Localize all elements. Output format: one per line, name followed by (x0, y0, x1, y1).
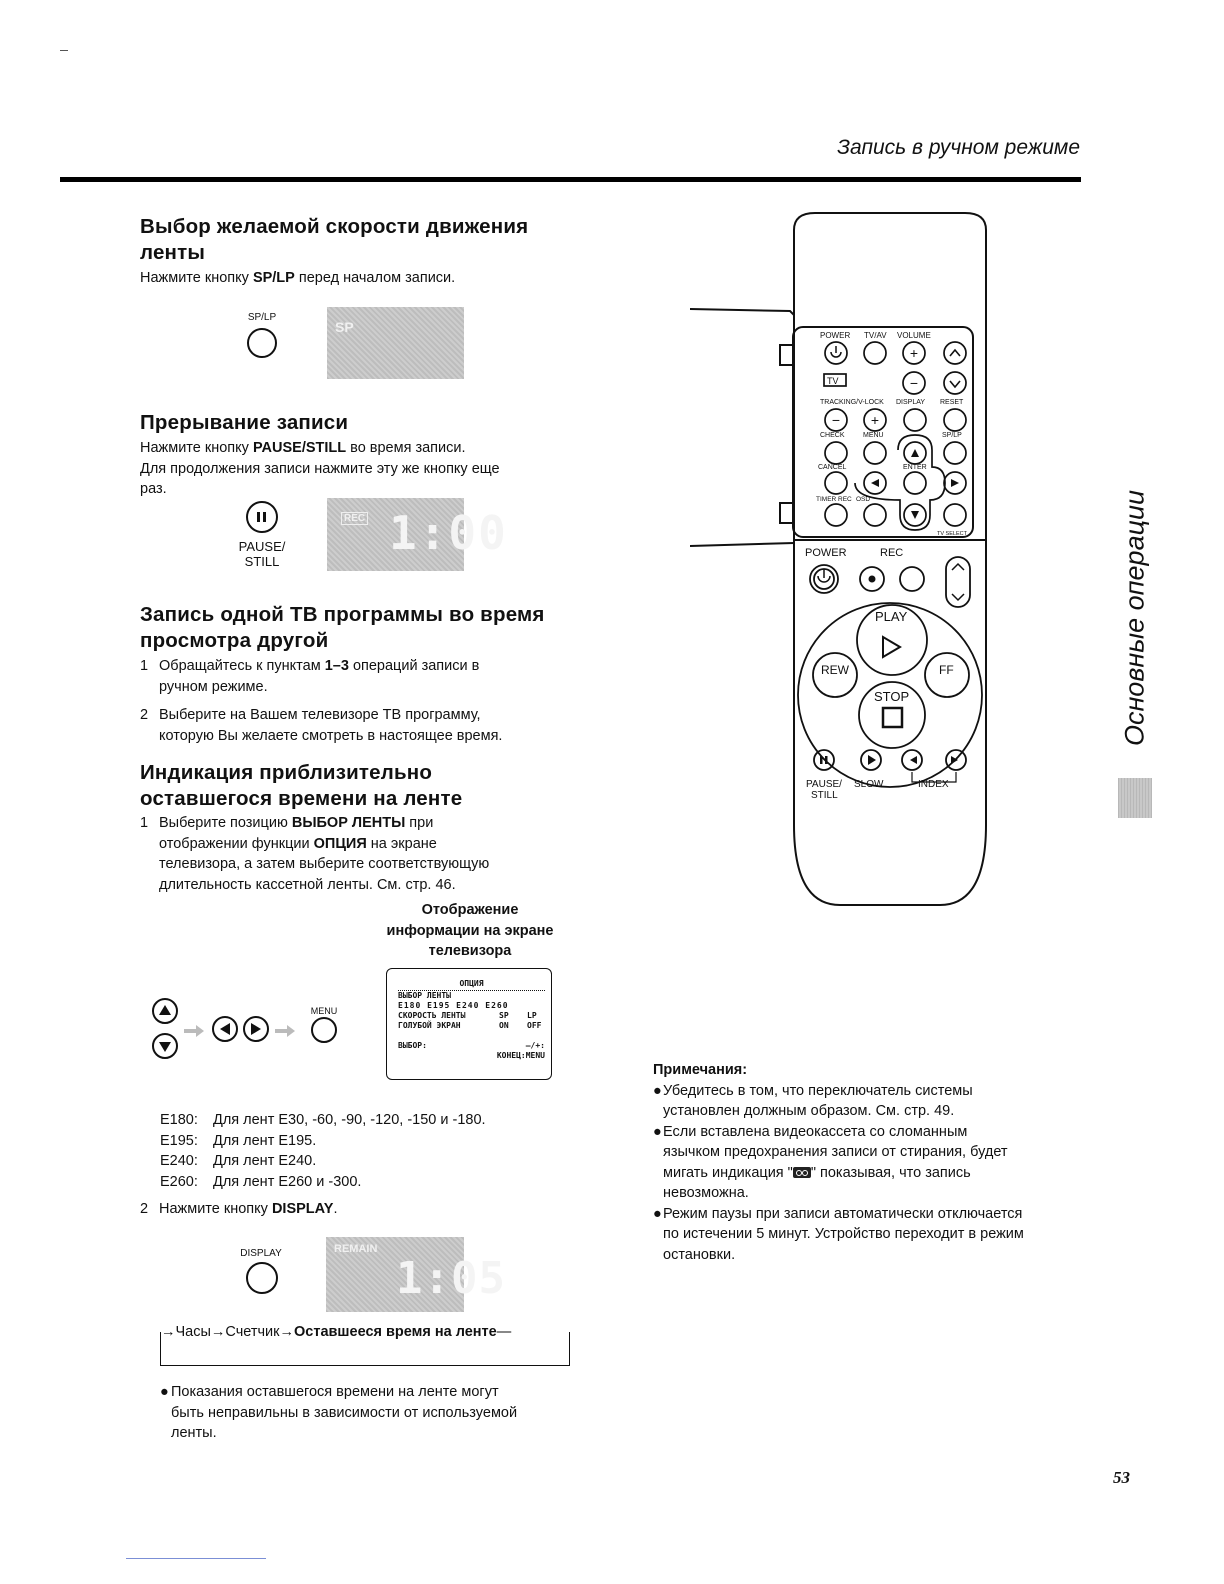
tape-row: E260: Для лент Е260 и -300. (160, 1173, 362, 1190)
splp-button-label: SP/LP (247, 312, 277, 323)
remote-body (794, 213, 986, 905)
svg-text:DISPLAY: DISPLAY (896, 399, 926, 406)
footer-line (126, 1558, 266, 1559)
svg-text:−: − (831, 412, 841, 428)
bullet-note: ● Показания оставшегося времени на ленте могут быть неправильны в зависимости от используемой ленты. (160, 1384, 518, 1441)
display-button-label: DISPLAY (240, 1248, 282, 1259)
svg-text:RESET: RESET (940, 399, 964, 406)
svg-text:TV: TV (827, 376, 839, 386)
svg-text:INDEX: INDEX (918, 779, 949, 790)
tape-row: E180: Для лент Е30, -60, -90, -120, -150 и -180. (160, 1112, 486, 1128)
check-button (825, 442, 847, 464)
tape-row: E240: Для лент Е240. (160, 1153, 317, 1169)
menu-button (864, 442, 886, 464)
remote-flap-line (690, 309, 794, 315)
section-watch-other (140, 602, 580, 746)
display-button-icon (240, 1260, 284, 1296)
section-title-cont: оставшегося времени на ленте (140, 787, 463, 810)
section-text: Нажмите кнопку PAUSE/STILL во время записи. Для продолжения записи нажмите эту же кнопку еще раз. (140, 440, 500, 497)
splp-button (944, 442, 966, 464)
section-title: Запись одной ТВ программы во время (140, 603, 545, 626)
menu-button-label: MENU (310, 1006, 338, 1016)
list-item: 1 Обращайтесь к пунктам 1–3 операций записи в ручном режиме. (140, 658, 480, 695)
bullet-icon: ● (653, 1123, 662, 1140)
down-button-icon (153, 1034, 177, 1058)
svg-text:SLOW: SLOW (854, 779, 884, 790)
page-number: 53 (1113, 1468, 1130, 1487)
svg-text:+: + (870, 412, 880, 428)
bullet-icon: ● (653, 1205, 662, 1222)
svg-text:PLAY: PLAY (875, 609, 908, 624)
speed-display: SP (327, 307, 464, 379)
display-button (904, 409, 926, 431)
svg-text:CHECK: CHECK (820, 432, 845, 439)
section-text: Нажмите кнопку SP/LP перед началом записи. (140, 270, 456, 286)
bullet-icon: ● (653, 1082, 662, 1099)
svg-text:TV SELECT: TV SELECT (937, 531, 967, 537)
cancel-button (825, 472, 847, 494)
header-rule (60, 177, 1081, 182)
remote-control-illustration (690, 205, 1000, 910)
channel-down-button (944, 372, 966, 394)
section-pause (140, 410, 580, 500)
rec-stop-button (900, 567, 924, 591)
side-tab-marker (1118, 778, 1152, 818)
remaining-time-display: REMAIN 1:05 (326, 1237, 464, 1312)
tape-length-list (160, 1110, 580, 1192)
section-title: Выбор желаемой скорости движения ленты (140, 215, 529, 264)
svg-text:REC: REC (880, 547, 904, 559)
side-tab-label: Основные операции (1119, 489, 1150, 747)
scan-mark (60, 50, 68, 51)
svg-text:SP/LP: SP/LP (942, 432, 962, 439)
list-item: 2 Нажмите кнопку DISPLAY. (140, 1201, 338, 1217)
tv-select-button (944, 504, 966, 526)
notes-block (653, 1060, 1093, 1265)
display-cycle-text: →Часы→Счетчик→Оставшееся время на ленте— (161, 1322, 514, 1343)
svg-text:REW: REW (821, 663, 849, 677)
svg-text:OSD: OSD (856, 496, 871, 503)
svg-text:PAUSE/: PAUSE/ (806, 779, 842, 790)
note-item: ● Режим паузы при записи автоматически отключается по истечении 5 минут. Устройство переходит в режим остановки. (653, 1205, 1024, 1263)
note-item: ● Если вставлена видеокассета со сломанным язычком предохранения записи от стирания, будет мигать индикация " " показывая, что запись невозможна. (653, 1123, 1008, 1201)
svg-text:MENU: MENU (863, 432, 884, 439)
pause-display: REC 1:00 (327, 498, 464, 571)
arrow-right-icon (184, 1025, 204, 1037)
note-item: ● Убедитесь в том, что переключатель системы установлен должным образом. См. стр. 49. (653, 1082, 973, 1119)
remote-flap-line-bottom (690, 543, 794, 546)
channel-up-button (944, 342, 966, 364)
menu-button-icon (312, 1018, 336, 1042)
osd-caption: Отображение информации на экране телевизора (386, 902, 554, 959)
running-header: Запись в ручном режиме (837, 136, 1080, 159)
bullet-icon: ● (160, 1384, 169, 1400)
cassette-icon (793, 1167, 811, 1178)
list-item: 1 Выберите позицию ВЫБОР ЛЕНТЫ при отображении функции ОПЦИЯ на экране телевизора, а затем выберите соответствующую длительность кассетной ленты. См. стр. 46. (140, 815, 490, 893)
svg-text:FF: FF (939, 663, 954, 677)
section-title-cont: просмотра другой (140, 629, 329, 652)
section-title: Индикация приблизительно (140, 761, 433, 784)
tvav-button (864, 342, 886, 364)
osd-screen: ОПЦИЯ ВЫБОР ЛЕНТЫ E180 E195 E240 E260 СКОРОСТЬ ЛЕНТЫ SP LP ГОЛУБОЙ ЭКРАН ON OFF ВЫБОР: –/+: КОНЕЦ:MENU (386, 968, 552, 1080)
enter-button (904, 472, 926, 494)
svg-text:POWER: POWER (805, 547, 847, 559)
notes-title: Примечания: (653, 1062, 748, 1078)
svg-text:ENTER: ENTER (903, 464, 927, 471)
arrow-right-icon (275, 1025, 295, 1037)
svg-text:TIMER REC: TIMER REC (816, 496, 852, 503)
osd-button (864, 504, 886, 526)
svg-text:+: + (909, 345, 919, 361)
svg-text:TRACKING/V-LOCK: TRACKING/V-LOCK (820, 399, 884, 406)
section-title: Прерывание записи (140, 411, 349, 434)
svg-text:TV/AV: TV/AV (864, 331, 887, 340)
svg-text:−: − (909, 375, 919, 391)
svg-text:CANCEL: CANCEL (818, 464, 847, 471)
up-button-icon (153, 999, 177, 1023)
reset-button (944, 409, 966, 431)
tape-row: E195: Для лент Е195. (160, 1132, 317, 1149)
pause-button-icon (244, 499, 280, 535)
right-button-icon (244, 1017, 268, 1041)
svg-text:STILL: STILL (811, 790, 838, 801)
list-item: 2 Выберите на Вашем телевизоре ТВ программу, которую Вы желаете смотреть в настоящее время. (140, 707, 503, 744)
left-button-icon (213, 1017, 237, 1041)
timer-rec-button (825, 504, 847, 526)
svg-text:VOLUME: VOLUME (897, 331, 931, 340)
menu-navigation-diagram (146, 994, 346, 1066)
splp-button-icon (240, 326, 284, 360)
svg-text:POWER: POWER (820, 331, 851, 340)
pause-button-label: PAUSE/ STILL (238, 539, 286, 569)
section-remaining-time (140, 760, 580, 895)
section-tape-speed (140, 214, 580, 289)
svg-text:STOP: STOP (874, 689, 910, 704)
